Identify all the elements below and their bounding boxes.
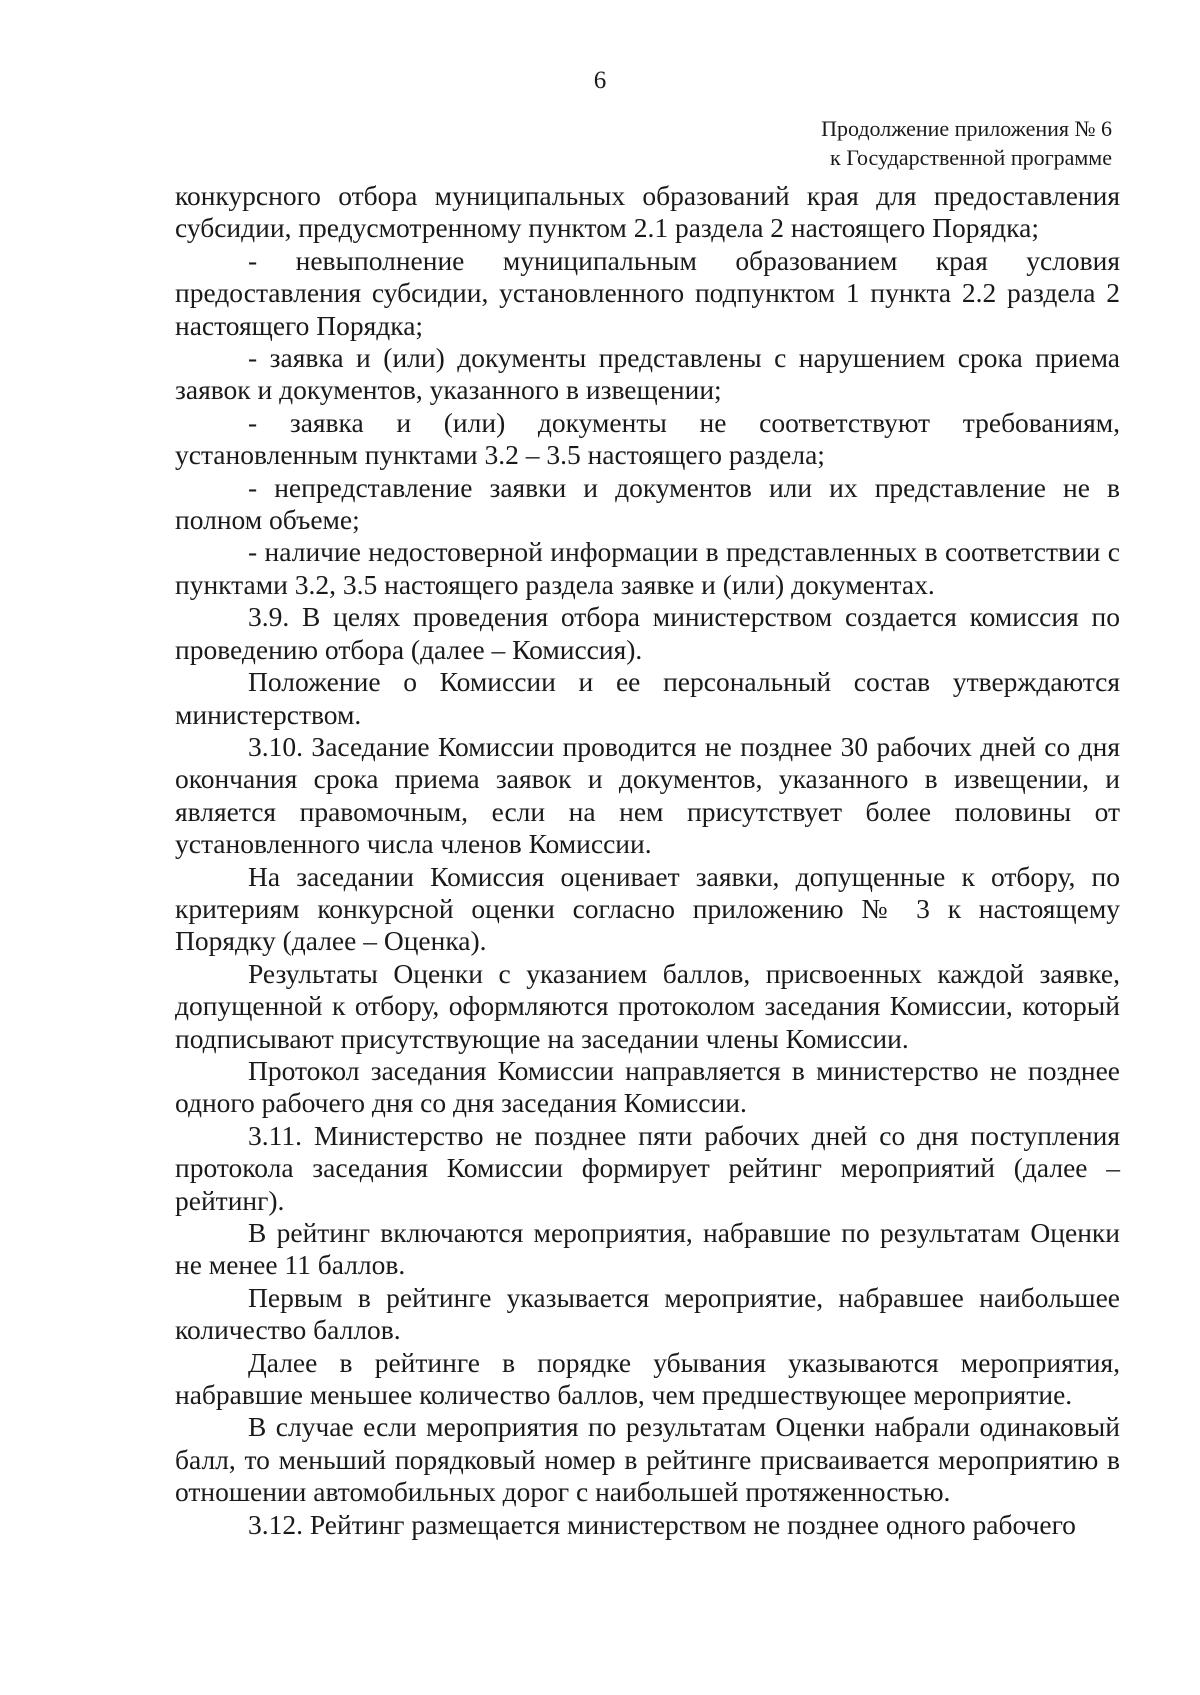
- document-body: [175, 180, 1120, 1541]
- paragraph: Протокол заседания Комиссии направляется в министерство не позднее одного рабочего дня со дня заседания Комиссии.: [175, 1054, 1120, 1119]
- appendix-header-line-2: к Государственной программе: [830, 145, 1112, 170]
- paragraph: В рейтинг включаются мероприятия, набравшие по результатам Оценки не менее 11 баллов.: [175, 1217, 1120, 1281]
- appendix-header-line-1: Продолжение приложения № 6: [821, 116, 1112, 141]
- paragraph: 3.11. Министерство не позднее пяти рабочих дней со дня поступления протокола заседания Комиссии формирует рейтинг мероприятий (далее – рейтинг).: [175, 1119, 1120, 1216]
- paragraph: На заседании Комиссия оценивает заявки, допущенные к отбору, по критериям конкурсной оценки согласно приложению № 3 к настоящему Порядку (далее – Оценка).: [175, 860, 1120, 957]
- paragraph: Положение о Комиссии и ее персональный состав утверждаются министерством.: [175, 666, 1120, 730]
- paragraph: - наличие недостоверной информации в представленных в соответствии с пунктами 3.2, 3.5 настоящего раздела заявке и (или) документах.: [175, 536, 1120, 600]
- paragraph: - заявка и (или) документы представлены с нарушением срока приема заявок и документов, указанного в извещении;: [175, 342, 1120, 406]
- paragraph: - невыполнение муниципальным образованием края условия предоставления субсидии, установленного подпунктом 1 пункта 2.2 раздела 2 настоящего Порядка;: [175, 244, 1120, 341]
- paragraph: - заявка и (или) документы не соответствуют требованиям, установленным пунктами 3.2 – 3.5 настоящего раздела;: [175, 406, 1120, 471]
- page-number: 6: [593, 67, 607, 94]
- paragraph: Результаты Оценки с указанием баллов, присвоенных каждой заявке, допущенной к отбору, оформляются протоколом заседания Комиссии, который подписывают присутствующие на заседании члены Комиссии.: [175, 957, 1120, 1054]
- paragraph: 3.9. В целях проведения отбора министерством создается комиссия по проведению отбора (далее – Комиссия).: [175, 601, 1120, 665]
- paragraph: - непредставление заявки и документов или их представление не в полном объеме;: [175, 471, 1120, 536]
- paragraph: Первым в рейтинге указывается мероприятие, набравшее наибольшее количество баллов.: [175, 1281, 1120, 1346]
- paragraph: 3.10. Заседание Комиссии проводится не позднее 30 рабочих дней со дня окончания срока приема заявок и документов, указанного в извещении, и является правомочным, если на нем присутствует более половины от установленного числа членов Комиссии.: [175, 730, 1120, 860]
- paragraph: В случае если мероприятия по результатам Оценки набрали одинаковый балл, то меньший порядковый номер в рейтинге присваивается мероприятию в отношении автомобильных дорог с наибольшей протяженностью.: [175, 1411, 1120, 1508]
- appendix-header: [821, 114, 1112, 172]
- paragraph: 3.12. Рейтинг размещается министерством не позднее одного рабочего: [248, 1508, 1076, 1540]
- paragraph: Далее в рейтинге в порядке убывания указываются мероприятия, набравшие меньшее количество баллов, чем предшествующее мероприятие.: [175, 1346, 1120, 1411]
- paragraph: конкурсного отбора муниципальных образований края для предоставления субсидии, предусмотренному пунктом 2.1 раздела 2 настоящего Порядка;: [175, 180, 1120, 244]
